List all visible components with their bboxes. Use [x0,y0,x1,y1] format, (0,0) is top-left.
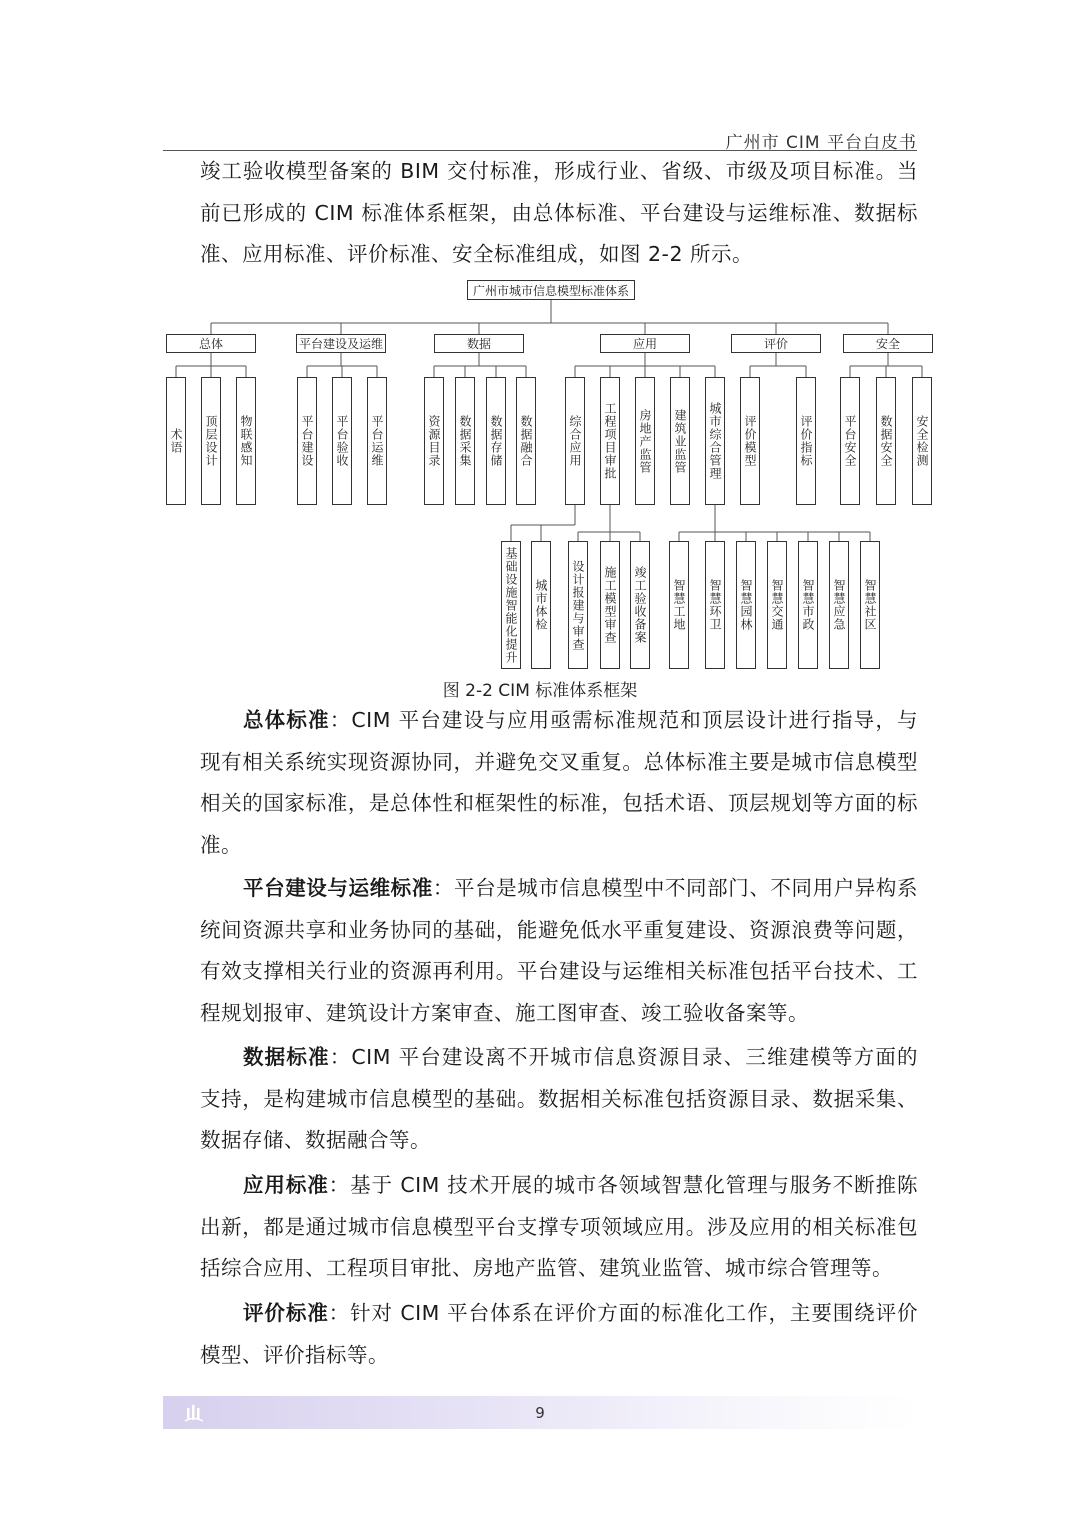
category-box: 平台建设及运维 [296,334,386,353]
category-box: 数据 [434,334,524,353]
platform-standard-heading: 平台建设与运维标准 [243,876,433,900]
application-standard-paragraph [200,1165,918,1290]
standard-box: 物联感知 [236,377,256,505]
standard-box: 工程项目审批 [600,377,620,505]
standard-box: 综合应用 [565,377,585,505]
standard-box: 平台验收 [332,377,352,505]
sub-standard-box: 城市体检 [531,541,551,669]
standard-box: 平台安全 [840,377,860,505]
running-header-title: 广州市 CIM 平台白皮书 [725,133,917,153]
standard-box: 房地产监管 [635,377,655,505]
evaluation-standard-paragraph [200,1293,918,1376]
category-box: 安全 [843,334,933,353]
standard-box: 平台建设 [297,377,317,505]
diagram-root-box: 广州市城市信息模型标准体系 [467,280,635,300]
standard-box: 平台运维 [367,377,387,505]
sub-standard-box: 智慧社区 [860,541,880,669]
evaluation-standard-heading: 评价标准 [243,1301,329,1325]
sub-standard-box: 智慧交通 [767,541,787,669]
standard-box: 资源目录 [424,377,444,505]
sub-standard-box: 基础设施智能化提升 [501,541,521,669]
sub-standard-box: 智慧园林 [736,541,756,669]
intro-paragraph-text: 竣工验收模型备案的 BIM 交付标准，形成行业、省级、市级及项目标准。当前已形成的 CIM 标准体系框架，由总体标准、平台建设与运维标准、数据标准、应用标准、评价标准、安全标准组成，如图 2-2 所示。 [200,159,918,266]
category-box: 总体 [166,334,256,353]
sub-standard-box: 智慧工地 [669,541,689,669]
application-standard-heading: 应用标准 [243,1173,329,1197]
standard-box: 数据融合 [516,377,536,505]
overall-standard-heading: 总体标准 [243,708,330,732]
data-standard-heading: 数据标准 [243,1045,330,1069]
data-standard-paragraph [200,1037,918,1162]
standard-box: 城市综合管理 [705,377,725,505]
standard-box: 数据存储 [486,377,506,505]
intro-paragraph [200,151,918,276]
standard-box: 顶层设计 [201,377,221,505]
data-standard-text: ：CIM 平台建设离不开城市信息资源目录、三维建模等方面的支持，是构建城市信息模型的基础。数据相关标准包括资源目录、数据采集、数据存储、数据融合等。 [200,1045,919,1152]
standard-box: 术语 [166,377,186,505]
standard-box: 安全检测 [912,377,932,505]
figure-caption: 图 2-2 CIM 标准体系框架 [442,681,638,701]
overall-standard-paragraph [200,700,918,866]
sub-standard-box: 智慧环卫 [705,541,725,669]
sub-standard-box: 智慧市政 [798,541,818,669]
sub-standard-box: 施工模型审查 [600,541,620,669]
category-box: 应用 [600,334,690,353]
sub-standard-box: 竣工验收备案 [630,541,650,669]
standard-box: 建筑业监管 [670,377,690,505]
standard-box: 评价指标 [796,377,816,505]
sub-standard-box: 设计报建与审查 [568,541,588,669]
platform-standard-paragraph [200,868,918,1034]
category-box: 评价 [731,334,821,353]
platform-standard-text: ：平台是城市信息模型中不同部门、不同用户异构系统间资源共享和业务协同的基础，能避免低水平重复建设、资源浪费等问题，有效支撑相关行业的资源再利用。平台建设与运维相关标准包括平台技术、工程规划报审、建筑设计方案审查、施工图审查、竣工验收备案等。 [200,876,919,1025]
evaluation-standard-text: ：针对 CIM 平台体系在评价方面的标准化工作，主要围绕评价模型、评价指标等。 [200,1301,918,1367]
standard-box: 数据安全 [876,377,896,505]
standard-box: 评价模型 [740,377,760,505]
application-standard-text: ：基于 CIM 技术开展的城市各领域智慧化管理与服务不断推陈出新，都是通过城市信息模型平台支撑专项领域应用。涉及应用的相关标准包括综合应用、工程项目审批、房地产监管、建筑业监管、城市综合管理等。 [200,1173,918,1280]
overall-standard-text: ：CIM 平台建设与应用亟需标准规范和顶层设计进行指导，与现有相关系统实现资源协同，并避免交叉重复。总体标准主要是城市信息模型相关的国家标准，是总体性和框架性的标准，包括术语、顶层规划等方面的标准。 [200,708,919,857]
standard-box: 数据采集 [455,377,475,505]
page-number: 9 [535,1404,545,1422]
sub-standard-box: 智慧应急 [829,541,849,669]
